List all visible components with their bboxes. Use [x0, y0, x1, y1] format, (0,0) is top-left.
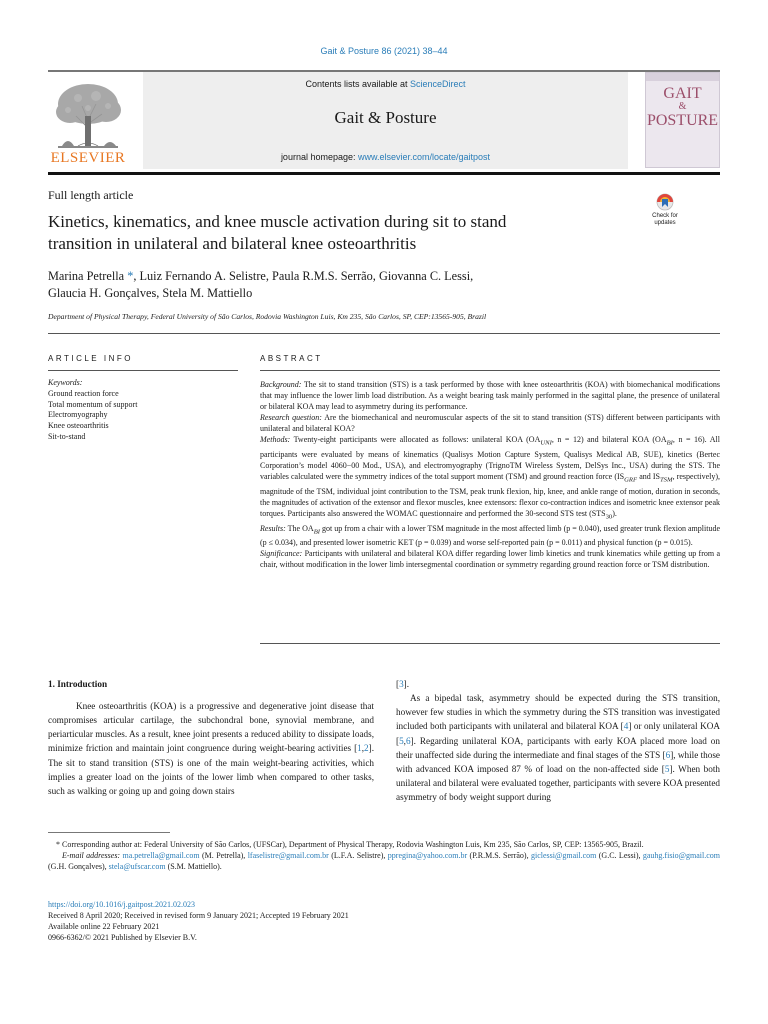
email-link[interactable]: lfaselistre@gmail.com.br	[247, 851, 329, 860]
email-label: E-mail addresses:	[62, 851, 121, 860]
abstract-background	[260, 379, 720, 412]
cover-title-posture: POSTURE	[646, 112, 719, 129]
footnote-star: *	[56, 840, 60, 849]
results-subscript: BI	[313, 528, 320, 536]
article-type: Full length article	[48, 188, 134, 202]
methods-text: , n = 16). All participants were evaluated by means of kinematics (Qualisys Motion Capture System, Qualisys Medical AB, SUE), kinetics (Bertec Corporation’s model 4060−00 Mod., USA), and electromyography (TrignoTM Wireless System, DelSys Inc., USA) during the STS. The variables calculated were the symmetry indices of the total support moment (TSM) and ground reaction force (IS	[260, 435, 720, 482]
results-text: got up from a chair with a lower TSM magnitude in the most affected limb (p = 0.040), used greater trunk flexion amplitude (p ≤ 0.034), and presented lower isometric KET (p = 0.039) and worse self-reported pain (p = 0.011) and physical function (p = 0.015).	[260, 523, 720, 548]
methods-text: , n = 12) and bilateral KOA (OA	[551, 435, 667, 445]
issn-copyright: 0966-6362/© 2021 Published by Elsevier B.V.	[48, 933, 197, 942]
methods-subscript: TSM	[659, 476, 673, 484]
email-owner: (S.M. Mattiello).	[165, 862, 222, 871]
crossmark-label-line1: Check for	[652, 213, 678, 219]
reference-link[interactable]: 5	[664, 763, 670, 774]
abstract-results	[260, 523, 720, 549]
corresponding-author-text: Corresponding author at: Federal University of São Carlos, (UFSCar), Department of Physical Therapy, Rodovia Washington Luis, Km 235, São Carlos, SP, CEP: 13565-905, Brazil.	[60, 840, 644, 849]
email-link[interactable]: ppregina@yahoo.com.br	[387, 851, 468, 860]
footnote-rule	[48, 832, 170, 833]
article-title-line2: transition in unilateral and bilateral knee osteoarthritis	[48, 234, 417, 253]
article-info-heading: ARTICLE INFO	[48, 354, 133, 363]
corresponding-author-star[interactable]: *	[127, 269, 134, 283]
reference-link[interactable]: 2	[364, 743, 369, 754]
reference-link[interactable]: 3	[399, 679, 404, 689]
email-link[interactable]: ma.petrella@gmail.com	[122, 851, 200, 860]
email-addresses	[48, 850, 720, 872]
abstract-question	[260, 412, 720, 434]
authors-rest: , Luiz Fernando A. Selistre, Paula R.M.S. Serrão, Giovanna C. Lessi,	[133, 269, 474, 283]
cover-title-gait: GAIT	[663, 85, 702, 102]
journal-homepage	[143, 152, 628, 162]
cover-title	[646, 85, 719, 129]
authors-line2: Glaucia H. Gonçalves, Stela M. Mattiello	[48, 286, 253, 300]
journal-cover-thumbnail[interactable]	[645, 72, 720, 168]
abstract-heading: ABSTRACT	[260, 354, 323, 363]
cover-title-amp: &	[678, 101, 687, 112]
reference-link[interactable]: 5	[399, 735, 404, 746]
header-bottom-rule	[48, 172, 720, 175]
methods-text: , respectively), magnitude of the TSM, individual joint contribution to the TSM, peak trunk flexion, hip, knee, and ankle range of motion, duration in seconds, the magnitudes of activation of the extensor and flexor muscles, knee extensors: flexor co-contraction indices and isometric knee extensor peak torques. Participants also answered the WOMAC questionnaire and performed the 30-second STS test (STS	[260, 472, 720, 518]
methods-text: and IS	[637, 472, 660, 482]
journal-citation[interactable]: Gait & Posture 86 (2021) 38–44	[320, 46, 448, 56]
intro-text: ]. The sit to stand transition (STS) is one of the main weight-bearing activities, which implies a greater load on the joints of the lower limb when compared to other tasks, such as walking or going up and going down stairs	[48, 743, 374, 796]
publication-info	[48, 899, 720, 943]
crossmark-label-line2: updates	[654, 220, 676, 226]
intro-paragraph-2: As a bipedal task, asymmetry should be expected during the STS transition, however few studies in which the symmetry during the STS transition was investigated included both participants with unilateral and bilateral KOA [4] or only unilateral KOA [5,6]. Regarding unilateral KOA, participants with early KOA placed more load on their unaffected side during the intermediate and final stages of the STS [6], while those with advanced KOA imposed 87 % of load on the non-affected side [5]. When both unilateral and bilateral were evaluated together, participants with severe KOA presented asymmetry of body weight support during	[396, 693, 720, 803]
article-title	[48, 211, 628, 255]
intro-paragraph-1-end: [3].	[396, 679, 410, 689]
section-heading-introduction: 1. Introduction	[48, 679, 108, 689]
email-link[interactable]: gauhg.fisio@gmail.com	[642, 851, 721, 860]
keywords-label: Keywords:	[48, 378, 83, 387]
abstract-significance	[260, 548, 720, 570]
contents-line	[143, 79, 628, 89]
results-text: The OA	[285, 523, 314, 533]
intro-paragraph-1: Knee osteoarthritis (KOA) is a progressive and degenerative joint disease that compromises articular cartilage, the subchondral bone, synovial membrane, and periarticular muscles. As a result, knee joint presents a reduced ability to dissipate loads, minimize friction and maintain joint congruence during weight-bearing activities [1,2]. The sit to stand transition (STS) is one of the main weight-bearing activities, which implies a greater load on the joints of the lower limb when compared to other tasks, such as walking or going up and going down stairs	[48, 701, 374, 796]
email-owner: (M. Petrella),	[199, 851, 248, 860]
keyword-item: Sit-to-stand	[48, 431, 86, 441]
author-first: Marina Petrella	[48, 269, 128, 283]
intro-text: As a bipedal task, asymmetry should be expected during the STS transition, however few studies in which the symmetry during the STS transition was investigated included both participants with unilateral and bilateral KOA [	[396, 693, 720, 732]
abstract-body	[260, 379, 720, 570]
keyword-item: Knee osteoarthritis	[48, 421, 109, 431]
email-link[interactable]: giclessi@gmail.com	[531, 851, 597, 860]
background-label: Background:	[260, 380, 302, 389]
intro-text: ], while those with advanced KOA imposed 87 % of load on the non-affected side [	[396, 749, 720, 774]
significance-text: Participants with unilateral and bilateral KOA differ regarding lower limb kinetics and trunk kinematics while getting up from a chair, without modification in the lower limb intersegmental coordination or symmetry regarding ground reaction force or TSM distribution.	[260, 549, 720, 570]
keyword-item: Total momentum of support	[48, 399, 138, 409]
abstract-methods	[260, 434, 720, 522]
author-list	[48, 268, 608, 302]
methods-label: Methods:	[260, 435, 291, 445]
intro-right-column	[396, 677, 720, 804]
keyword-item: Ground reaction force	[48, 388, 119, 398]
methods-text: Twenty-eight participants were allocated as follows: unilateral KOA (OA	[290, 435, 541, 445]
reference-link[interactable]: 1	[357, 743, 362, 754]
intro-text: Knee osteoarthritis (KOA) is a progressive and degenerative joint disease that compromises articular cartilage, the subchondral bone, synovial membrane, and periarticular muscles. As a result, knee joint presents a reduced ability to dissipate loads, minimize friction and maintain joint congruence during weight-bearing activities [	[48, 701, 374, 754]
homepage-link[interactable]: www.elsevier.com/locate/gaitpost	[358, 152, 491, 162]
email-link[interactable]: stela@ufscar.com	[108, 862, 166, 871]
authors-line1	[48, 268, 608, 285]
article-title-line1: Kinetics, kinematics, and knee muscle activation during sit to stand	[48, 212, 507, 231]
methods-subscript: GRF	[624, 476, 638, 484]
methods-subscript: BI	[666, 439, 673, 447]
available-online: Available online 22 February 2021	[48, 922, 160, 931]
email-owner: (P.R.M.S. Serrão),	[467, 851, 531, 860]
reference-link[interactable]: 4	[623, 721, 629, 732]
cover-band	[646, 73, 719, 81]
question-text: Are the biomechanical and neuromuscular aspects of the sit to stand transition (STS) different between participants with unilateral and bilateral KOA?	[260, 413, 721, 434]
footnotes	[48, 839, 720, 872]
crossmark-label	[640, 213, 690, 227]
significance-label: Significance:	[260, 549, 303, 559]
background-text: The sit to stand transition (STS) is a task performed by those with knee osteoarthritis (KOA) with biomechanical modifications that may influence the lower limb load distribution. As a weight bearing task mainly performed in the sagittal plane, the presence of unilateral or bilateral KOA may lead to asymmetry during its performance.	[260, 380, 720, 412]
keywords-block	[48, 378, 238, 443]
intro-text: ]. When both unilateral and bilateral were evaluated together, participants with severe KOA presented asymmetry of body weight support during	[396, 763, 720, 803]
results-label: Results:	[260, 523, 286, 533]
email-owner: (L.F.A. Selistre),	[328, 851, 388, 860]
doi-link[interactable]: https://doi.org/10.1016/j.gaitpost.2021.02.023	[48, 900, 195, 909]
sciencedirect-link[interactable]: ScienceDirect	[410, 79, 466, 89]
intro-text: ]. Regarding unilateral KOA, participants with early KOA placed more load on their unaffected side during the intermediate and final stages of the STS [	[396, 735, 720, 760]
reference-link[interactable]: 6	[405, 735, 411, 746]
intro-text: ] or only unilateral KOA [	[396, 721, 720, 746]
methods-text: ).	[612, 508, 617, 518]
affiliation-rule	[48, 333, 720, 334]
question-label: Research question:	[260, 413, 322, 423]
elsevier-wordmark: ELSEVIER	[50, 150, 126, 166]
received-dates: Received 8 April 2020; Received in revised form 9 January 2021; Accepted 19 February 2021	[48, 911, 349, 920]
reference-link[interactable]: 6	[665, 749, 671, 760]
affiliation: Department of Physical Therapy, Federal University of São Carlos, Rodovia Washington Luis, Km 235, São Carlos, SP, CEP:13565-905, Brazil	[48, 312, 487, 321]
methods-subscript: 30	[605, 513, 613, 521]
intro-left-column	[48, 699, 374, 798]
email-owner: (G.C. Lessi),	[596, 851, 643, 860]
journal-name: Gait & Posture	[334, 108, 437, 127]
contents-prefix: Contents lists available at	[305, 79, 411, 89]
article-info-rule	[48, 370, 238, 371]
email-owner: (G.H. Gonçalves),	[48, 862, 109, 871]
methods-subscript: UNI	[540, 439, 552, 447]
abstract-bottom-rule	[260, 643, 720, 644]
homepage-prefix: journal homepage:	[280, 152, 358, 162]
corresponding-author-note	[48, 839, 720, 850]
keyword-item: Electromyography	[48, 410, 108, 420]
abstract-top-rule	[260, 370, 720, 371]
